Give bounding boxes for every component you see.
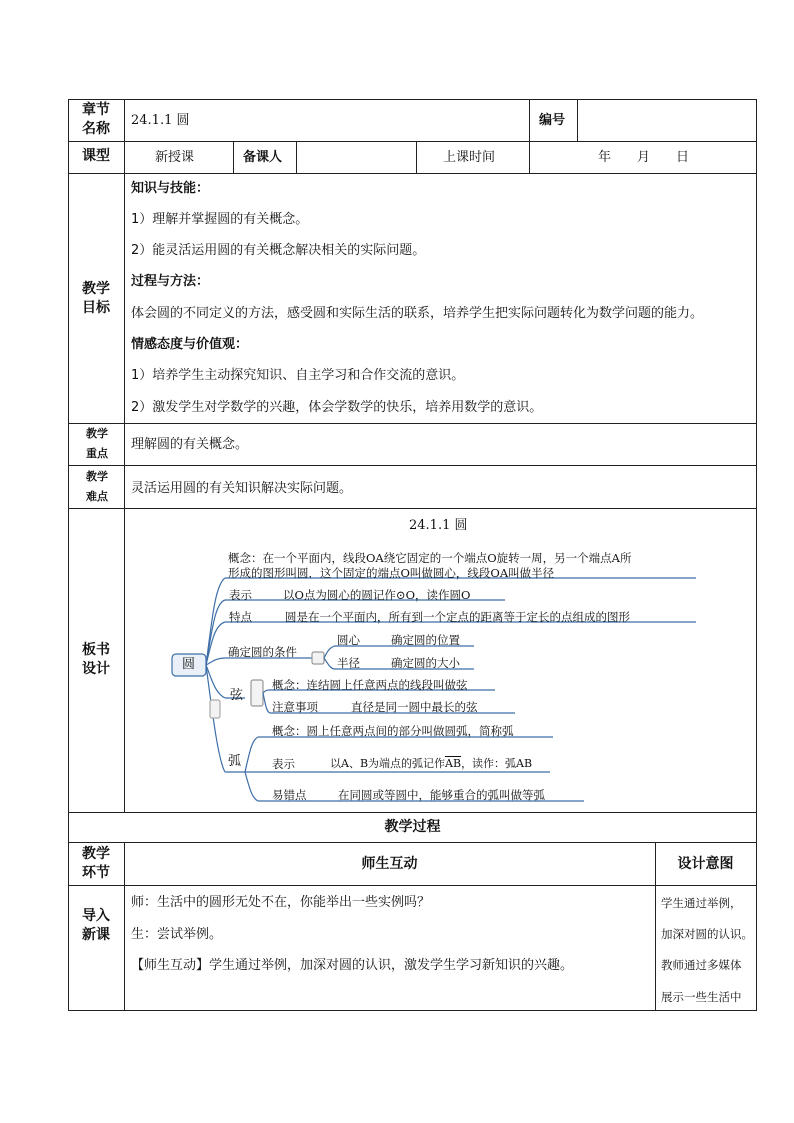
process-title: 教学过程 <box>384 819 441 835</box>
process-text: 体会圆的不同定义的方法，感受圆和实际生活的联系，培养学生把实际问题转化为数学问题的能力。 <box>131 306 704 321</box>
feature-label: 特点 <box>229 610 252 624</box>
knowledge-item: 1）理解并掌握圆的有关概念。 <box>131 212 309 227</box>
radius-text: 确定圆的大小 <box>391 656 460 670</box>
emotion-item: 1）培养学生主动探究知识、自主学习和合作交流的意识。 <box>131 368 465 383</box>
difficulties-text: 灵活运用圆的有关知识解决实际问题。 <box>131 481 353 496</box>
feature-text: 圆是在一个平面内，所有到一个定点的距离等于定长的点组成的图形 <box>285 610 630 624</box>
date-placeholder: 年 月 日 <box>598 150 690 165</box>
class-time-label: 上课时间 <box>443 150 496 165</box>
type-label: 课型 <box>82 148 110 164</box>
arc-notation-prefix: 以A、B为端点的弧记作 <box>330 757 446 770</box>
chapter-label: 章节名称 <box>82 102 110 137</box>
knowledge-heading: 知识与技能： <box>131 181 210 196</box>
center-label: 圆心 <box>337 633 360 647</box>
arc-label: 弧 <box>228 754 242 769</box>
board-title: 24.1.1 圆 <box>409 518 468 533</box>
emotion-heading: 情感态度与价值观： <box>131 337 249 352</box>
arc-ab: $\overline{AB}$ <box>445 757 462 770</box>
type-value: 新授课 <box>155 150 195 165</box>
arc-concept: 概念：圆上任意两点间的部分叫做圆弧，简称弧 <box>272 724 514 738</box>
emotion-item: 2）激发学生对学数学的兴趣，体会学数学的快乐，培养用数学的意识。 <box>131 400 543 415</box>
intent-line: 教师通过多媒体 <box>661 958 742 972</box>
error-text: 在同圆或等圆中，能够重合的弧叫做等弧 <box>338 788 545 802</box>
notation-label: 表示 <box>229 588 252 602</box>
objectives-label: 教学目标 <box>82 281 110 316</box>
interaction-line: 师：生活中的圆形无处不在，你能举出一些实例吗？ <box>131 895 431 910</box>
conditions-label: 确定圆的条件 <box>228 645 297 659</box>
arc-notation-text <box>330 756 532 772</box>
difficulties-label: 教学难点 <box>86 470 108 503</box>
chord-label: 弦 <box>230 688 244 703</box>
col-intent: 设计意图 <box>677 856 734 872</box>
concept-line2: 形成的图形叫圆．这个固定的端点O叫做圆心，线段OA叫做半径 <box>228 566 555 580</box>
center-text: 确定圆的位置 <box>391 633 460 647</box>
notation-text: 以O点为圆心的圆记作⊙O，读作圆O <box>283 588 471 602</box>
key-points-text: 理解圆的有关概念。 <box>131 437 249 452</box>
note-text: 直径是同一圆中最长的弦 <box>351 700 478 714</box>
arc-notation-suffix: ，读作：弧AB <box>461 757 533 770</box>
radius-label: 半径 <box>337 656 360 670</box>
chapter-value: 24.1.1 圆 <box>131 113 190 128</box>
intent-line: 加深对圆的认识。 <box>661 927 753 941</box>
note-label: 注意事项 <box>272 700 318 714</box>
knowledge-item: 2）能灵活运用圆的有关概念解决相关的实际问题。 <box>131 243 426 258</box>
error-label: 易错点 <box>272 788 307 802</box>
key-points-label: 教学重点 <box>86 427 108 460</box>
process-heading: 过程与方法： <box>131 274 210 289</box>
arc-notation-label: 表示 <box>272 757 295 771</box>
intent-line: 学生通过举例， <box>661 896 742 910</box>
intent-line: 展示一些生活中 <box>661 990 742 1004</box>
col-interaction: 师生互动 <box>361 856 418 872</box>
col-stage: 教学环节 <box>82 846 110 881</box>
preparer-label: 备课人 <box>243 150 283 165</box>
chord-concept: 概念：连结圆上任意两点的线段叫做弦 <box>272 678 468 692</box>
number-label: 编号 <box>539 113 566 128</box>
interaction-line: 【师生互动】学生通过举例，加深对圆的认识，激发学生学习新知识的兴趣。 <box>131 958 574 973</box>
board-root: 圆 <box>182 657 196 672</box>
concept-line1: 概念：在一个平面内，线段OA绕它固定的一个端点O旋转一周，另一个端点A所 <box>228 551 632 565</box>
board-label: 板书设计 <box>82 642 110 677</box>
interaction-line: 生：尝试举例。 <box>131 927 223 942</box>
stage-intro: 导入新课 <box>82 908 110 943</box>
